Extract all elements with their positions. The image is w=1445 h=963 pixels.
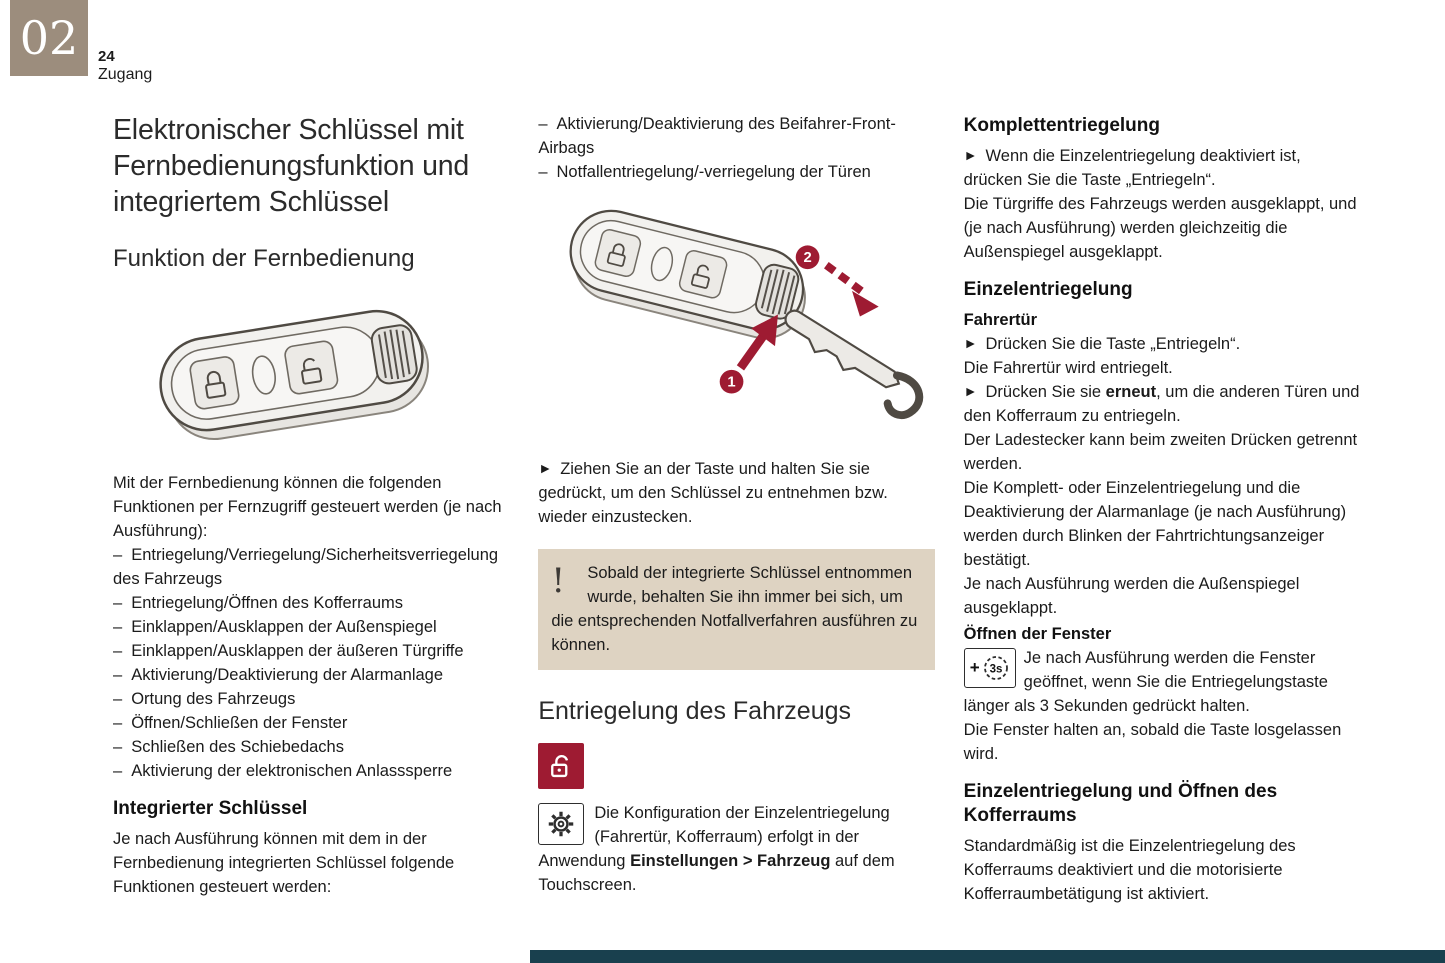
column-2 (538, 112, 934, 943)
step-text-post: , um die anderen Türen und den Kofferraum zu entriegeln. (963, 383, 1360, 425)
list-item (113, 663, 509, 687)
list-item-text: Öffnen/Schließen der Fenster (131, 714, 348, 732)
column-3 (964, 112, 1360, 943)
remote-intro-text: Mit der Fernbedienung können die folgenden Funktionen per Fernzugriff gesteuert werden (je nach Ausführung): (113, 474, 502, 540)
dash-bullet: – (113, 690, 123, 708)
dash-bullet: – (113, 762, 123, 780)
list-item (113, 735, 509, 759)
step-text: Drücken Sie die Taste „Entriegeln“. (985, 335, 1241, 353)
section-name: Zugang (98, 66, 153, 83)
list-item-text: Entriegelung/Verriegelung/Sicherheitsverriegelung des Fahrzeugs (113, 546, 499, 588)
list-item (538, 160, 934, 184)
page-number: 24 (98, 48, 115, 65)
integrated-key-text: Je nach Ausführung können mit dem in der Fernbedienung integrierten Schlüssel folgende Funktionen gesteuert werden: (113, 830, 455, 896)
selective-unlocking-heading: Einzelentriegelung (963, 279, 1133, 300)
step-text-pre: Drücken Sie sie (985, 383, 1106, 401)
dash-bullet: – (113, 738, 123, 756)
driver-door-step-1 (964, 332, 1360, 356)
list-item-text: Einklappen/Ausklappen der Außenspiegel (131, 618, 437, 636)
list-item (113, 759, 509, 783)
exclamation-icon: ! (551, 561, 565, 601)
remote-function-list (113, 543, 509, 783)
dash-bullet: – (113, 546, 123, 564)
step-2-number: 2 (803, 250, 813, 267)
charging-connector-note: Der Ladestecker kann beim zweiten Drücken getrennt werden. (963, 431, 1358, 473)
article-title: Elektronischer Schlüssel mit Fernbedienungsfunktion und integriertem Schlüssel (113, 114, 470, 218)
remote-key-illustration (123, 290, 468, 450)
boot-unlocking-heading: Einzelentriegelung und Öffnen des Kofferraums (963, 781, 1278, 826)
dash-bullet: – (113, 714, 123, 732)
dash-bullet: – (113, 594, 123, 612)
window-stop-note: Die Fenster halten an, sobald die Taste losgelassen wird. (963, 721, 1342, 763)
step-text: Wenn die Einzelentriegelung deaktiviert ist, drücken Sie die Taste „Entriegeln“. (963, 147, 1301, 189)
warning-callout (538, 549, 934, 670)
arrow-bullet-icon: ► (538, 460, 553, 476)
list-item (113, 711, 509, 735)
key-extraction-illustration (538, 192, 933, 444)
step-1-number: 1 (727, 374, 736, 391)
driver-door-step-2 (964, 380, 1360, 428)
pull-instruction (538, 457, 934, 529)
list-item (538, 112, 934, 160)
key-extraction-figure (538, 192, 934, 451)
config-text-pre: Die Konfiguration der Einzelentriegelung (Fahrertür, Kofferraum) erfolgt in der Anwendung (538, 804, 890, 870)
integrated-key-heading: Integrierter Schlüssel (113, 798, 308, 819)
dash-bullet: – (113, 642, 123, 660)
list-item-text: Aktivierung der elektronischen Anlasssperre (131, 762, 453, 780)
content-columns (113, 112, 1360, 943)
driver-door-result: Die Fahrertür wird entriegelt. (963, 359, 1173, 377)
list-item-text: Notfallentriegelung/-verriegelung der Türen (556, 163, 871, 181)
window-opening-heading: Öffnen der Fenster (963, 625, 1112, 643)
plus-sign: + (969, 658, 980, 677)
list-item-text: Aktivierung/Deaktivierung der Alarmanlage (131, 666, 444, 684)
arrow-bullet-icon: ► (963, 383, 978, 399)
unlock-icon (538, 743, 584, 789)
list-item (113, 639, 509, 663)
list-item-text: Ortung des Fahrzeugs (131, 690, 296, 708)
footer-accent-bar (530, 950, 1445, 963)
list-item (113, 591, 509, 615)
list-item-text: Schließen des Schiebedachs (131, 738, 344, 756)
step-text-bold: erneut (1105, 383, 1157, 401)
list-item (113, 543, 509, 591)
configuration-note (538, 801, 934, 897)
integrated-key-list (538, 112, 934, 184)
list-item (113, 615, 509, 639)
window-opening-text: Je nach Ausführung werden die Fenster geöffnet, wenn Sie die Entriegelungstaste länger als 3 Sekunden gedrückt halten. (963, 649, 1328, 715)
list-item-text: Aktivierung/Deaktivierung des Beifahrer-Front-Airbags (538, 115, 896, 157)
gear-icon (538, 803, 584, 845)
chapter-number: 02 (19, 11, 79, 65)
driver-door-heading: Fahrertür (963, 311, 1038, 329)
arrow-bullet-icon: ► (963, 335, 978, 351)
config-menu-path: Einstellungen > Fahrzeug (630, 852, 831, 870)
hold-3-seconds-icon (964, 648, 1016, 688)
boot-unlocking-text: Standardmäßig ist die Einzelentriegelung des Kofferraums deaktiviert und die motorisierte Kofferraumbetätigung ist aktiviert. (963, 837, 1296, 903)
arrow-bullet-icon: ► (963, 147, 978, 163)
dash-bullet: – (113, 618, 123, 636)
column-1 (113, 112, 509, 943)
warning-text: Sobald der integrierte Schlüssel entnommen wurde, behalten Sie ihn immer bei sich, um die entsprechenden Notfallverfahren ausführen zu können. (551, 564, 918, 654)
list-item-text: Entriegelung/Öffnen des Kofferraums (131, 594, 403, 612)
mirrors-note: Je nach Ausführung werden die Außenspiegel ausgeklappt. (963, 575, 1300, 617)
remote-key-figure (123, 290, 509, 457)
complete-unlocking-result: Die Türgriffe des Fahrzeugs werden ausgeklappt, und (je nach Ausführung) werden gleichzeitig die Außenspiegel ausgeklappt. (963, 195, 1357, 261)
seconds-label: 3s (989, 663, 1003, 676)
indicator-confirmation-note: Die Komplett- oder Einzelentriegelung und die Deaktivierung der Alarmanlage (je nach Ausführung) werden durch Blinken der Fahrtrichtungsanzeiger bestätigt. (963, 479, 1347, 569)
chapter-number-box (10, 0, 88, 76)
dash-bullet: – (538, 163, 548, 181)
list-item-text: Einklappen/Ausklappen der äußeren Türgriffe (131, 642, 464, 660)
window-opening-note (964, 646, 1360, 718)
unlocking-section-title: Entriegelung des Fahrzeugs (538, 697, 852, 725)
list-item (113, 687, 509, 711)
config-text-post: auf dem Touchscreen. (538, 852, 895, 894)
dash-bullet: – (538, 115, 548, 133)
complete-unlocking-heading: Komplettentriegelung (963, 115, 1160, 136)
dash-bullet: – (113, 666, 123, 684)
page-meta (98, 48, 152, 84)
subsection-title-remote-function: Funktion der Fernbedienung (113, 245, 415, 272)
pull-instruction-text: Ziehen Sie an der Taste und halten Sie sie gedrückt, um den Schlüssel zu entnehmen bzw. wieder einzustecken. (538, 460, 888, 526)
complete-unlocking-step (964, 144, 1360, 192)
